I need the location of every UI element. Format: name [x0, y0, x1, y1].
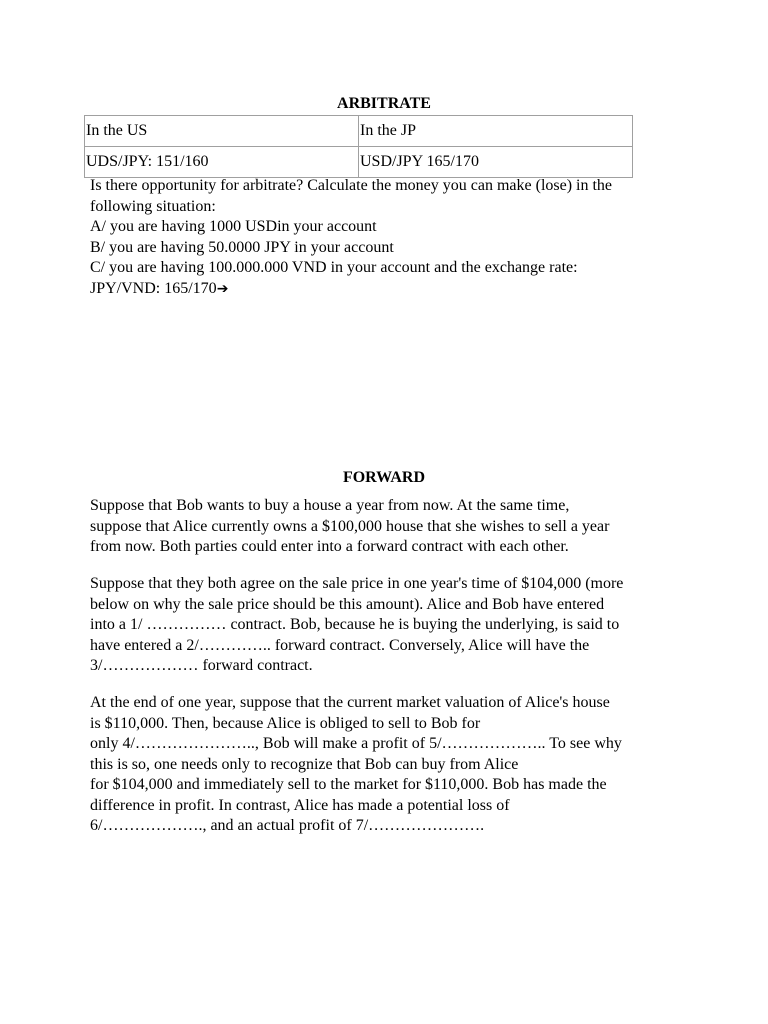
table-header-us: In the US: [85, 116, 359, 147]
forward-heading: FORWARD: [342, 469, 426, 486]
question-line: A/ you are having 1000 USDin your account: [90, 218, 377, 235]
paragraph-line: below on why the sale price should be this amount). Alice and Bob have entered: [90, 595, 605, 613]
table-cell-jp-rate: USD/JPY 165/170: [359, 147, 633, 178]
paragraph-line: have entered a 2/………….. forward contract. Conversely, Alice will have the: [90, 636, 590, 654]
question-line: following situation:: [90, 197, 216, 215]
table-header-jp: In the JP: [359, 116, 633, 147]
table-row: [85, 116, 633, 147]
question-line-text: JPY/VND: 165/170: [90, 279, 217, 297]
question-line: C/ you are having 100.000.000 VND in your account and the exchange rate:: [90, 259, 578, 276]
paragraph-line: is $110,000. Then, because Alice is obliged to sell to Bob for: [90, 714, 481, 732]
paragraph-line: for $104,000 and immediately sell to the market for $110,000. Bob has made the: [90, 776, 607, 793]
table-cell-us-rate: UDS/JPY: 151/160: [85, 147, 359, 178]
exchange-rate-table: [84, 115, 633, 178]
paragraph-line: this is so, one needs only to recognize that Bob can buy from Alice: [90, 755, 519, 773]
paragraph-line: Suppose that Bob wants to buy a house a year from now. At the same time,: [90, 497, 570, 514]
forward-paragraph-1: [90, 496, 680, 558]
paragraph-line: difference in profit. In contrast, Alice has made a potential loss of: [90, 796, 510, 814]
question-line: Is there opportunity for arbitrate? Calculate the money you can make (lose) in the: [90, 177, 613, 194]
right-arrow-icon: ➔: [216, 280, 229, 297]
paragraph-line: 6/………………., and an actual profit of 7/………………….: [90, 817, 485, 834]
paragraph-line: At the end of one year, suppose that the current market valuation of Alice's house: [90, 694, 610, 711]
question-line: [90, 279, 680, 300]
paragraph-line: Suppose that they both agree on the sale price in one year's time of $104,000 (more: [90, 575, 624, 592]
forward-paragraph-2: [90, 574, 680, 677]
table-row: [85, 147, 633, 178]
paragraph-line: only 4/………………….., Bob will make a profit of 5/……………….. To see why: [90, 735, 622, 752]
paragraph-line: into a 1/ …………… contract. Bob, because he is buying the underlying, is said to: [90, 616, 620, 633]
question-line: B/ you are having 50.0000 JPY in your account: [90, 238, 394, 256]
forward-paragraph-3: [90, 693, 680, 837]
paragraph-line: suppose that Alice currently owns a $100,000 house that she wishes to sell a year: [90, 517, 610, 535]
paragraph-line: 3/……………… forward contract.: [90, 657, 313, 674]
arbitrate-question: [90, 176, 680, 299]
arbitrate-heading: ARBITRATE: [337, 95, 431, 112]
paragraph-line: from now. Both parties could enter into a forward contract with each other.: [90, 538, 569, 555]
